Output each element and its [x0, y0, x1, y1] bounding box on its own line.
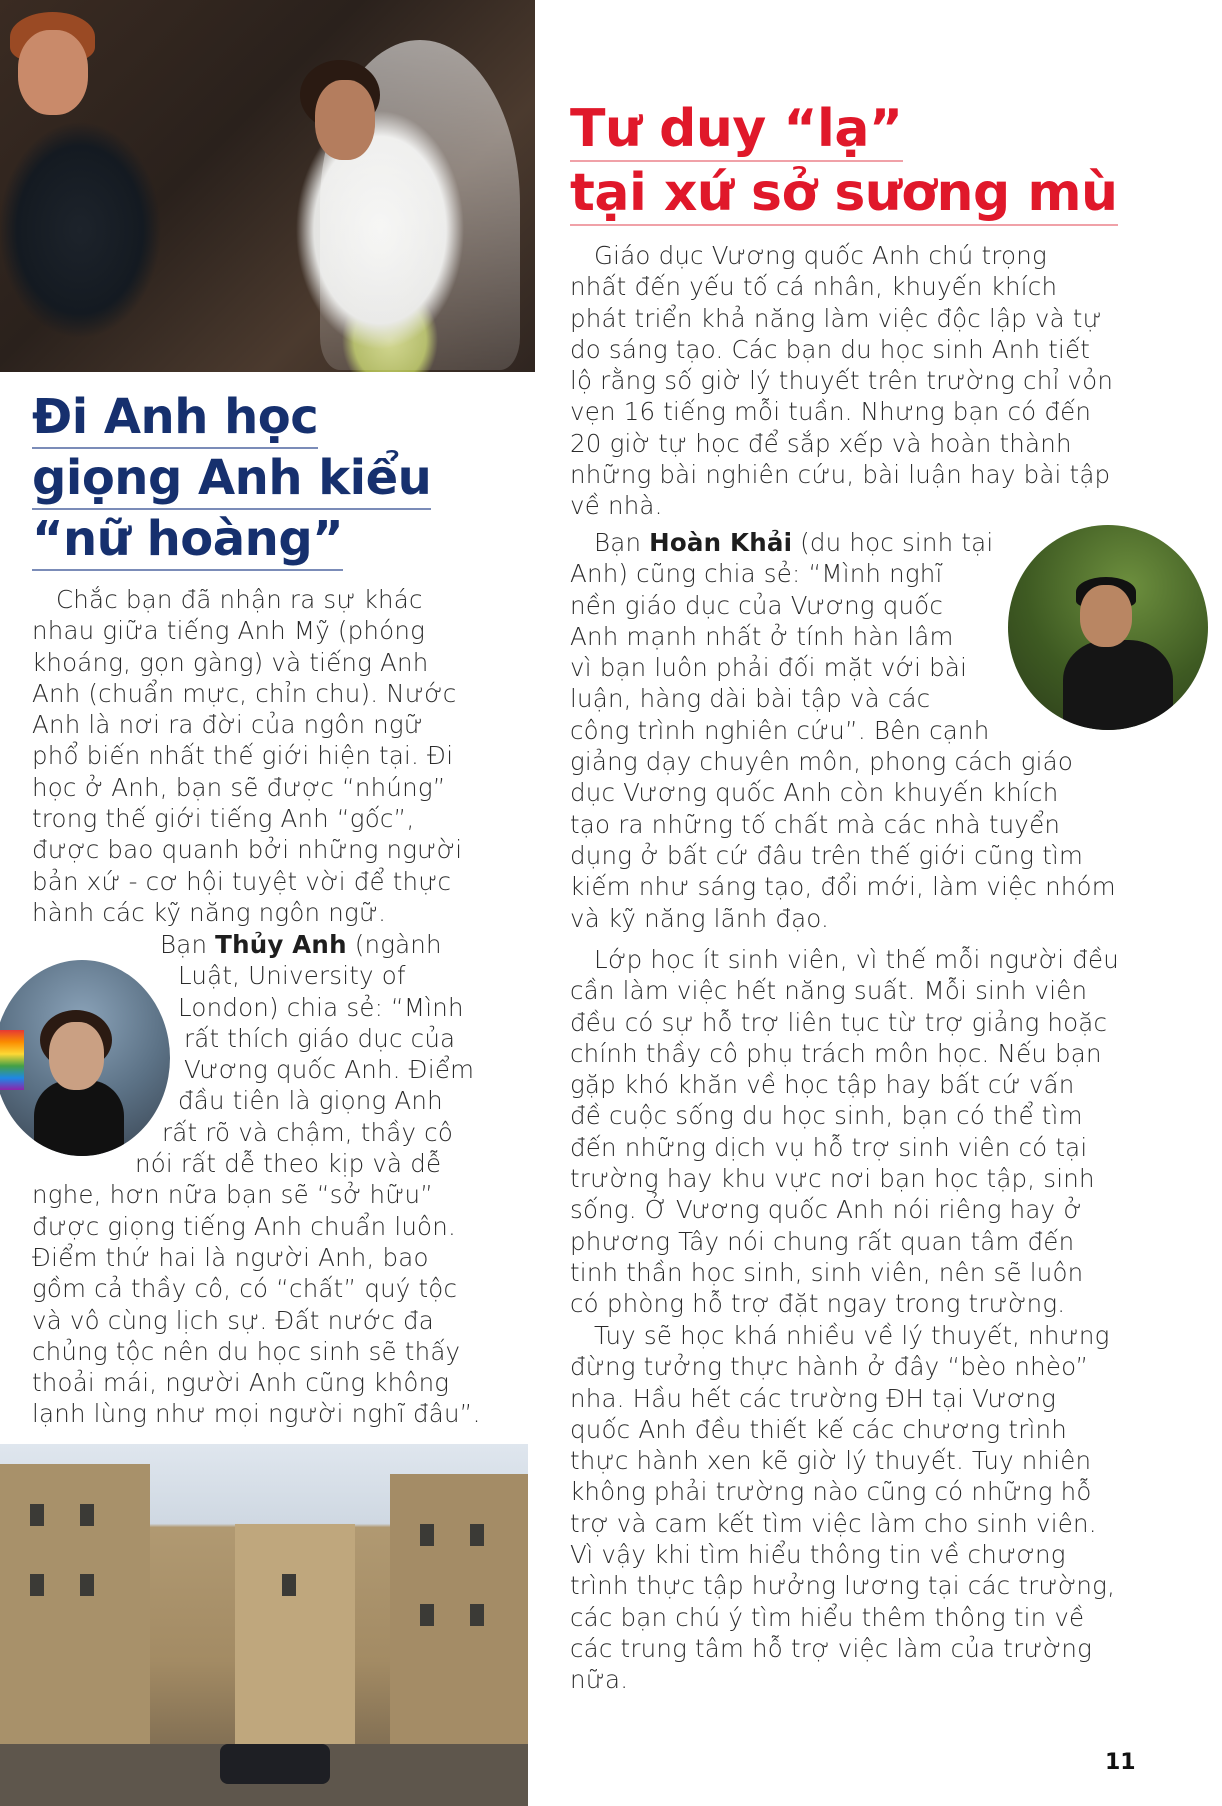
car	[220, 1744, 330, 1784]
right-paragraph-2: Bạn Hoàn Khải (du học sinh tại Anh) cũng chia sẻ: “Mình nghĩ nền giáo dục của Vương quốc Anh mạnh nhất ở tính hàn lâm vì bạn luôn phải đối mặt với bài luận, hàng dài bài tập và các công trình nghiên cứu”. Bên cạnh giảng dạy chuyên môn, phong cách giáo dục Vương quốc Anh còn khuyến khích tạo ra những tố chất mà các nhà tuyển dụng ở bất cứ đâu trên thế giới cũng tìm kiếm như sáng tạo, đổi mới, làm việc nhóm và kỹ năng lãnh đạo.	[570, 528, 1116, 933]
right-paragraph-4: Tuy sẽ học khá nhiều về lý thuyết, nhưng đừng tưởng thực hành ở đây “bèo nhèo” nha. Hầu hết các trường ĐH tại Vương quốc Anh đều thiết kế các chương trình thực hành xen kẽ giờ lý thuyết. Tuy nhiên không phải trường nào cũng có những hỗ trợ và cam kết tìm việc làm cho sinh viên. Vì vậy khi tìm hiểu thông tin về chương trình thực tập hưởng lương tại các trường, các bạn chú ý tìm hiểu thêm thông tin về các trung tâm hỗ trợ việc làm của trường nữa.	[570, 1321, 1116, 1695]
page-number: 11	[1105, 1750, 1136, 1775]
quote-person-name: Thủy Anh	[215, 930, 347, 959]
groom-face	[18, 30, 88, 115]
street-photo	[0, 1444, 528, 1806]
quote-person-name: Hoàn Khải	[649, 528, 793, 557]
right-paragraph-3: Lớp học ít sinh viên, vì thế mỗi người đều cần làm việc hết năng suất. Mỗi sinh viên đều có sự hỗ trợ liên tục từ trợ giảng hoặc chính thầy cô phụ trách môn học. Nếu bạn gặp khó khăn về học tập hay bất cứ vấn đề cuộc sống du học sinh, bạn có thể tìm đến những dịch vụ hỗ trợ sinh viên có tại trường hay khu vực nơi bạn học tập, sinh sống. Ở Vương quốc Anh nói riêng hay ở phương Tây nói chung rất quan tâm đến tinh thần học sinh, sinh viên, nên sẽ luôn có phòng hỗ trợ đặt ngay trong trường.	[570, 945, 1119, 1319]
left-intro-paragraph: Chắc bạn đã nhận ra sự khác nhau giữa tiếng Anh Mỹ (phóng khoáng, gọn gàng) và tiếng Anh Anh (chuẩn mực, chỉn chu). Nước Anh là nơi ra đời của ngôn ngữ phổ biến nhất thế giới hiện tại. Đi học ở Anh, bạn sẽ được “nhúng” trong thế giới tiếng Anh “gốc”, được bao quanh bởi những người bản xứ - cơ hội tuyệt vời để thực hành các kỹ năng ngôn ngữ.	[32, 585, 463, 927]
right-paragraph-1: Giáo dục Vương quốc Anh chú trọng nhất đến yếu tố cá nhân, khuyến khích phát triển khả năng làm việc độc lập và tự do sáng tạo. Các bạn du học sinh Anh tiết lộ rằng số giờ lý thuyết trên trường chỉ vỏn vẹn 16 tiếng mỗi tuần. Nhưng bạn có đến 20 giờ tự học để sắp xếp và hoàn thành những bài nghiên cứu, bài luận hay bài tập về nhà.	[570, 241, 1114, 521]
rainbow-flag	[0, 1030, 24, 1090]
left-quote-paragraph: Bạn Thủy Anh (ngành Luật, University of London) chia sẻ: “Mình rất thích giáo dục của Vương quốc Anh. Điểm đầu tiên là giọng Anh rất rõ và chậm, thầy cô nói rất dễ theo kịp và dễ nghe, hơn nữa bạn sẽ “sở hữu” được giọng tiếng Anh chuẩn luôn. Điểm thứ hai là người Anh, bao gồm cả thầy cô, có “chất” quý tộc và vô cùng lịch sự. Đất nước đa chủng tộc nên du học sinh sẽ thấy thoải mái, người Anh cũng không lạnh lùng như mọi người nghĩ đâu”.	[32, 930, 481, 1429]
bride-face	[315, 80, 375, 160]
left-article-title: Đi Anh học giọng Anh kiểu “nữ hoàng”	[32, 388, 512, 571]
wedding-photo	[0, 0, 535, 372]
right-article-title: Tư duy “lạ” tại xứ sở sương mù	[570, 98, 1210, 226]
